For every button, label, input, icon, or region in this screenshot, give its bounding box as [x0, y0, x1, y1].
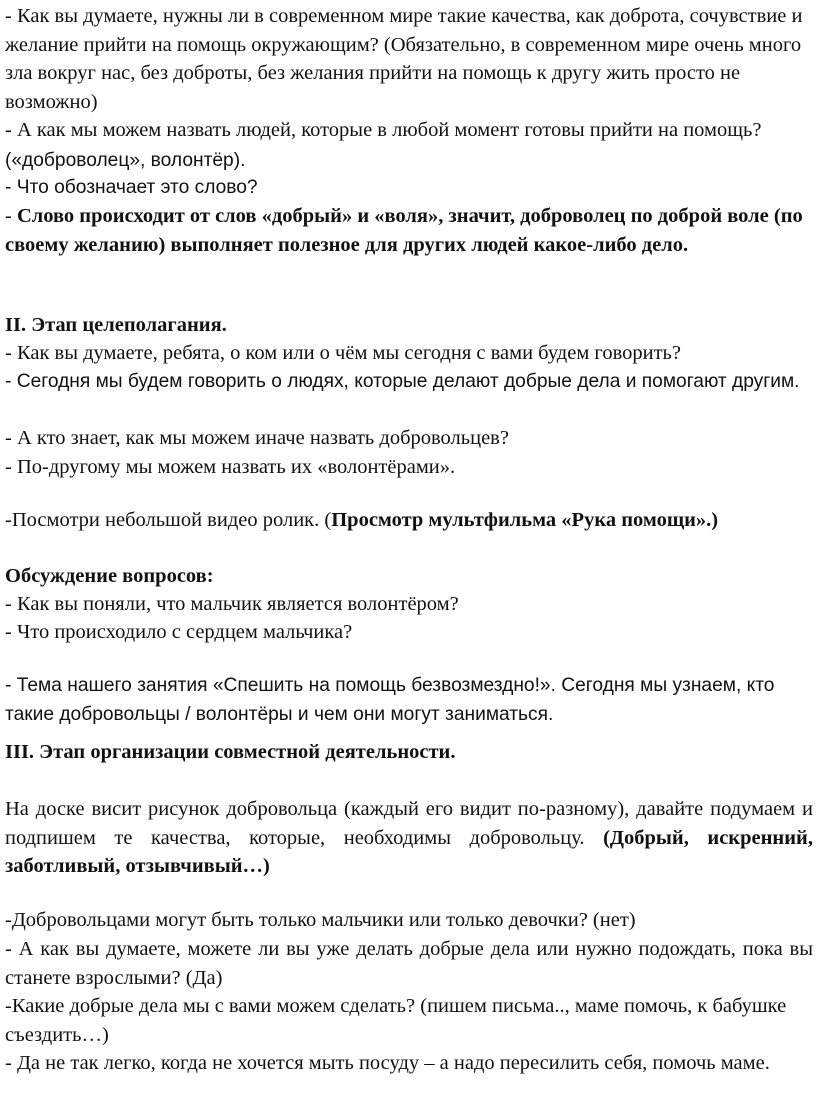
qualities-bold-text: (Добрый, искренний, заботливый, отзывчивый…)	[5, 826, 813, 878]
discussion-heading: Обсуждение вопросов:	[5, 565, 214, 587]
paragraph-question-word-meaning: - Что обозначает это слово?	[5, 177, 258, 198]
paragraph-stage3-question-1: -Добровольцами могут быть только мальчики или только девочки? (нет)	[5, 909, 636, 931]
paragraph-discussion-question-1: - Как вы поняли, что мальчик является волонтёром?	[5, 593, 459, 615]
question-text: - А как мы можем назвать людей, которые в любой момент готовы прийти на помощь?	[5, 119, 762, 141]
video-text: -Посмотри небольшой видео ролик. (	[5, 509, 332, 531]
stage-3-heading: III. Этап организации совместной деятельности.	[5, 741, 456, 763]
paragraph-stage2-answer-1: - Сегодня мы будем говорить о людях, которые делают добрые дела и помогают другим.	[5, 371, 800, 392]
paragraph-stage2-question-2: - А кто знает, как мы можем иначе назвать добровольцев?	[5, 427, 509, 449]
paragraph-word-explanation	[5, 202, 813, 259]
paragraph-stage2-question-1: - Как вы думаете, ребята, о ком или о чём мы сегодня с вами будем говорить?	[5, 342, 681, 364]
paragraph-discussion-question-2: - Что происходило с сердцем мальчика?	[5, 621, 353, 643]
paragraph-stage3-question-2: - А как вы думаете, можете ли вы уже делать добрые дела или нужно подождать, пока вы станете взрослыми? (Да)	[5, 938, 813, 989]
explanation-bold-text: Слово происходит от слов «добрый» и «воля», значит, доброволец по доброй воле (по своему желанию) выполняет полезное для других людей какое-либо дело.	[5, 205, 803, 256]
answer-text: («доброволец», волонтёр).	[5, 149, 246, 171]
paragraph-lesson-topic: - Тема нашего занятия «Спешить на помощь безвозмездно!». Сегодня мы узнаем, кто такие добровольцы / волонтёры и чем они могут заниматься.	[5, 675, 775, 725]
stage-2-heading: II. Этап целеполагания.	[5, 314, 227, 336]
paragraph-video	[5, 506, 813, 535]
paragraph-question-kindness: - Как вы думаете, нужны ли в современном мире такие качества, как доброта, сочувствие и желание прийти на помощь окружающим? (Обязательно, в современном мире очень много зла вокруг нас, без доброты, без желания прийти на помощь к другу жить просто не возможно)	[5, 5, 803, 114]
paragraph-question-name-people	[5, 116, 813, 175]
paragraph-stage2-answer-2: - По-другому мы можем назвать их «волонтёрами».	[5, 456, 456, 478]
paragraph-board-drawing	[5, 795, 813, 881]
dash-text: -	[5, 205, 17, 227]
board-text: На доске висит рисунок добровольца (каждый его видит по-разному), давайте подумаем и подпишем те качества, которые, необходимы добровольцу.	[5, 798, 813, 849]
video-bold-text: Просмотр мультфильма «Рука помощи».)	[331, 509, 719, 531]
paragraph-stage3-question-3: -Какие добрые дела мы с вами можем сделать? (пишем письма.., маме помочь, к бабушке съездить…)	[5, 995, 787, 1046]
paragraph-stage3-question-4: - Да не так легко, когда не хочется мыть посуду – а надо пересилить себя, помочь маме.	[5, 1052, 770, 1074]
